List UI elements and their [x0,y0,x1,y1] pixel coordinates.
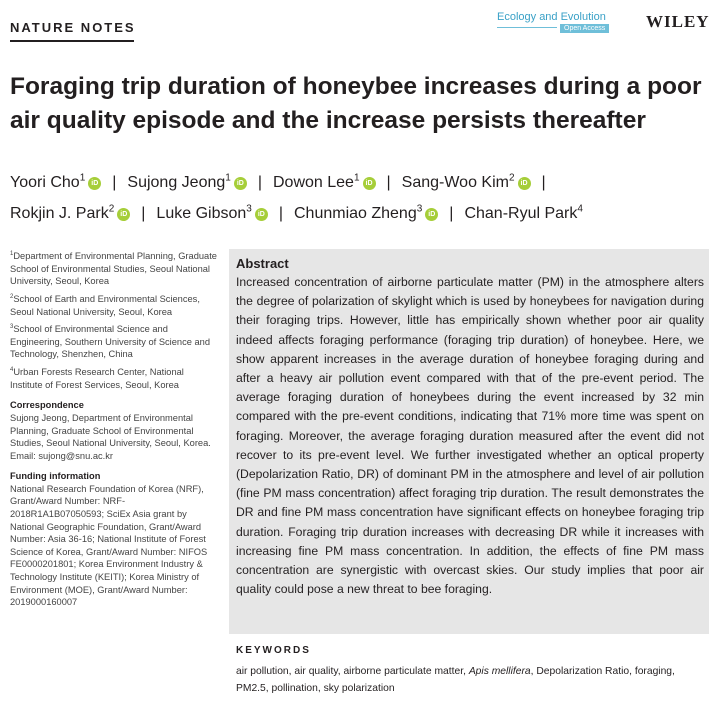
keyword-item[interactable]: Apis mellifera [468,666,531,677]
correspondence-email[interactable]: Email: sujong@snu.ac.kr [10,450,113,461]
orcid-icon[interactable]: iD [234,177,247,190]
affiliation-list [10,248,218,391]
orcid-icon[interactable]: iD [363,177,376,190]
author-name: Dowon Lee$^1$ iD [273,174,376,191]
author-affiliation-number: 1 [79,173,86,184]
keyword-item[interactable]: foraging [634,666,673,677]
abstract-heading: Abstract [236,256,289,271]
affiliation-item: $^1$Department of Environmental Planning, Graduate School of Environmental Studies, Seoul National University, Seoul, Korea [10,251,217,287]
affiliation-number: 2 [10,293,14,300]
author-affiliation-number: 2 [108,203,115,215]
author-separator: | [449,204,454,222]
orcid-icon[interactable]: iD [255,208,268,221]
author-list [10,166,710,227]
author-affiliation-number: 1 [225,173,231,184]
author-affiliation-number: 3 [416,203,423,215]
funding-heading: Funding information [10,471,101,482]
keyword-item[interactable]: sky polarization [323,683,395,694]
abstract-text: Increased concentration of airborne particulate matter (PM) in the atmosphere alters the degree of polarization of skylight which is used by honeybees for navigation during their foraging trips. However, little has empirically shown whether poor air quality indeed affects foraging performance (foraging trip duration) of honeybee. Here, we show apparent increases in the average duration of honeybee foraging during and after a heavy air pollution event compared with that of the pre-event period. The average foraging duration of honeybees during the event increased by 32 min compared with the pre-event conditions, indicating that 71% more time was spent on foraging. Moreover, the average foraging duration measured after the event did not recover to its pre-event level. We further investigated whether an optical property (Depolarization Ratio, DR) of dominant PM in the atmosphere and level of air pollution (fine PM mass concentration) affect foraging trip duration. The result demonstrates the DR and fine PM mass concentration have significant effects on honeybee foraging trip duration. Foraging trip duration increases with decreasing DR while it increases with increasing fine PM mass concentration. In addition, the effects of fine PM mass concentration are synergistic with overcast skies. Our study implies that poor air quality could pose a new threat to bee foraging. [236,275,704,597]
affiliation-number: 1 [10,251,14,257]
author-name: Sujong Jeong$^1$ iD [127,174,246,191]
keyword-item[interactable]: PM2.5 [236,683,266,694]
affiliation-number: 4 [10,367,14,374]
orcid-icon[interactable]: iD [88,177,101,190]
author-affiliation-number: 1 [353,173,360,184]
author-affiliation-number: 4 [577,203,583,215]
keyword-item[interactable]: airborne particulate matter [343,666,464,677]
orcid-icon[interactable]: iD [518,177,531,190]
keyword-item[interactable]: pollination [271,683,318,694]
keywords-list: air pollution, air quality, airborne particulate matter, Apis mellifera, Depolarization Ratio, foraging, PM2.5, pollination, sky polarization [236,666,675,694]
author-name: Yoori Cho$^1$ iD [10,174,101,191]
author-separator: | [278,204,283,222]
article-title: Foraging trip duration of honeybee increases during a poor air quality episode and the increase persists thereafter [10,73,702,134]
orcid-icon[interactable]: iD [425,208,438,221]
author-name: Rokjin J. Park$^2$ iD [10,205,130,222]
correspondence-heading: Correspondence [10,400,84,411]
publisher-logo: WILEY [646,12,710,31]
author-name: Chan-Ryul Park$^4$ [464,203,583,222]
journal-underline [497,27,557,28]
sidebar [10,248,218,609]
section-label: NATURE NOTES [10,20,136,35]
keyword-item[interactable]: air pollution [236,666,289,677]
open-access-badge: Open Access [560,24,609,33]
affiliation-item: $^2$School of Earth and Environmental Sciences, Seoul National University, Seoul, Korea [10,293,200,317]
author-affiliation-number: 3 [246,203,252,215]
correspondence-text: Sujong Jeong, Department of Environmental Planning, Graduate School of Environmental Studies, Seoul National University, Seoul, Korea. [10,412,211,449]
keywords-heading: KEYWORDS [236,645,311,656]
keyword-item[interactable]: air quality [294,666,338,677]
author-separator: | [541,174,546,192]
author-name: Chunmiao Zheng$^3$ iD [294,205,438,222]
affiliation-item: $^3$School of Environmental Science and Engineering, Southern University of Science and Technology, Shenzhen, China [10,324,211,360]
section-label-underline [10,40,134,42]
author-name: Luke Gibson$^3$ iD [156,205,267,222]
author-name: Sang-Woo Kim$^2$ iD [402,174,531,191]
author-affiliation-number: 2 [508,173,515,184]
author-separator: | [386,174,391,192]
journal-name[interactable]: Ecology and Evolution [497,11,606,23]
affiliation-item: $^4$Urban Forests Research Center, National Institute of Forest Services, Seoul, Korea [10,367,184,390]
keyword-item[interactable]: Depolarization Ratio [536,666,630,677]
affiliation-number: 3 [10,324,14,331]
funding-text: National Research Foundation of Korea (NRF), Grant/Award Number: NRF-2018R1A1B07050593; SciEx Asia grant by National Geographic Foundation, Grant/Award Number: Asia 36-16; National Institute of Forest Science of Korea, Grant/Award Number: NIFOS FE0000201801; Korea Environment Industry & Technology Institute (KEITI); Korea Ministry of Environment (MOE), Grant/Award Number: 2019000160007 [10,483,208,608]
author-separator: | [141,204,146,222]
author-separator: | [257,174,262,192]
author-separator: | [112,174,117,192]
orcid-icon[interactable]: iD [117,208,130,221]
